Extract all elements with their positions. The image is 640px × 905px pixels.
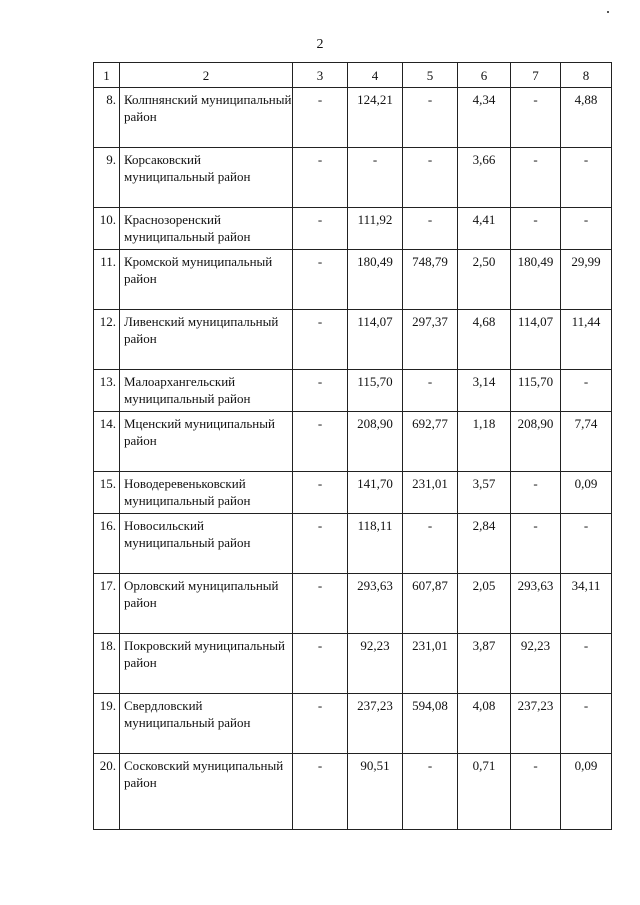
col4-value: 118,11 (348, 514, 403, 574)
row-number: 10. (94, 208, 120, 250)
col3-value: - (293, 88, 348, 148)
district-name: Ливенский муниципальный район (120, 310, 293, 370)
col8-value: 0,09 (561, 754, 612, 830)
col3-value: - (293, 370, 348, 412)
col8-value: 11,44 (561, 310, 612, 370)
col8-value: - (561, 694, 612, 754)
col6-value: 4,08 (458, 694, 511, 754)
row-number: 19. (94, 694, 120, 754)
row-number: 18. (94, 634, 120, 694)
col7-value: 92,23 (511, 634, 561, 694)
col4-value: 293,63 (348, 574, 403, 634)
col5-value: 231,01 (403, 634, 458, 694)
col4-value: 111,92 (348, 208, 403, 250)
district-name: Новосильский муниципальный район (120, 514, 293, 574)
district-name: Кромской муниципальный район (120, 250, 293, 310)
col8-value: 4,88 (561, 88, 612, 148)
col7-value: 115,70 (511, 370, 561, 412)
col8-value: 29,99 (561, 250, 612, 310)
col4-value: 141,70 (348, 472, 403, 514)
col7-value: 180,49 (511, 250, 561, 310)
table-row (94, 250, 612, 310)
column-header: 1 (94, 63, 120, 88)
col6-value: 2,05 (458, 574, 511, 634)
col6-value: 3,57 (458, 472, 511, 514)
col3-value: - (293, 472, 348, 514)
table-row (94, 634, 612, 694)
row-number: 11. (94, 250, 120, 310)
column-header: 8 (561, 63, 612, 88)
col3-value: - (293, 412, 348, 472)
col3-value: - (293, 208, 348, 250)
col5-value: 607,87 (403, 574, 458, 634)
col4-value: 180,49 (348, 250, 403, 310)
col5-value: 594,08 (403, 694, 458, 754)
col7-value: 114,07 (511, 310, 561, 370)
col4-value: 90,51 (348, 754, 403, 830)
col3-value: - (293, 514, 348, 574)
column-number-row (94, 63, 612, 88)
row-number: 12. (94, 310, 120, 370)
table-row (94, 310, 612, 370)
col8-value: - (561, 208, 612, 250)
column-header: 3 (293, 63, 348, 88)
row-number: 17. (94, 574, 120, 634)
row-number: 20. (94, 754, 120, 830)
col7-value: - (511, 208, 561, 250)
col8-value: - (561, 370, 612, 412)
col5-value: - (403, 88, 458, 148)
col6-value: 4,68 (458, 310, 511, 370)
scan-speck (607, 11, 609, 13)
page-number: 2 (316, 37, 324, 52)
row-number: 13. (94, 370, 120, 412)
col8-value: 7,74 (561, 412, 612, 472)
col8-value: 0,09 (561, 472, 612, 514)
district-name: Свердловский муниципальный район (120, 694, 293, 754)
col5-value: - (403, 370, 458, 412)
table-row (94, 754, 612, 830)
col8-value: 34,11 (561, 574, 612, 634)
col5-value: 297,37 (403, 310, 458, 370)
col4-value: 115,70 (348, 370, 403, 412)
col7-value: 293,63 (511, 574, 561, 634)
col6-value: 4,41 (458, 208, 511, 250)
col5-value: - (403, 208, 458, 250)
col4-value: 237,23 (348, 694, 403, 754)
col4-value: 92,23 (348, 634, 403, 694)
col6-value: 0,71 (458, 754, 511, 830)
table-row (94, 574, 612, 634)
row-number: 15. (94, 472, 120, 514)
col3-value: - (293, 694, 348, 754)
col6-value: 3,14 (458, 370, 511, 412)
col5-value: - (403, 148, 458, 208)
col5-value: 231,01 (403, 472, 458, 514)
column-header: 2 (120, 63, 293, 88)
col7-value: - (511, 148, 561, 208)
table-row (94, 208, 612, 250)
row-number: 14. (94, 412, 120, 472)
col4-value: 208,90 (348, 412, 403, 472)
table-row (94, 694, 612, 754)
table-row (94, 148, 612, 208)
column-header: 7 (511, 63, 561, 88)
col7-value: - (511, 472, 561, 514)
col7-value: 237,23 (511, 694, 561, 754)
district-name: Новодеревеньковский муниципальный район (120, 472, 293, 514)
col7-value: 208,90 (511, 412, 561, 472)
col4-value: 124,21 (348, 88, 403, 148)
col6-value: 2,50 (458, 250, 511, 310)
district-name: Мценский муниципальный район (120, 412, 293, 472)
district-name: Колпнянский муниципальный район (120, 88, 293, 148)
row-number: 9. (94, 148, 120, 208)
col5-value: - (403, 754, 458, 830)
table-body (94, 88, 612, 830)
col4-value: - (348, 148, 403, 208)
col6-value: 1,18 (458, 412, 511, 472)
col3-value: - (293, 310, 348, 370)
col6-value: 3,87 (458, 634, 511, 694)
table-row (94, 514, 612, 574)
column-header: 5 (403, 63, 458, 88)
table-row (94, 370, 612, 412)
district-name: Орловский муниципальный район (120, 574, 293, 634)
col7-value: - (511, 88, 561, 148)
row-number: 16. (94, 514, 120, 574)
col3-value: - (293, 754, 348, 830)
col6-value: 3,66 (458, 148, 511, 208)
table-row (94, 472, 612, 514)
col3-value: - (293, 634, 348, 694)
row-number: 8. (94, 88, 120, 148)
district-name: Покровский муниципальный район (120, 634, 293, 694)
col5-value: 692,77 (403, 412, 458, 472)
table-row (94, 88, 612, 148)
district-name: Корсаковский муниципальный район (120, 148, 293, 208)
col5-value: 748,79 (403, 250, 458, 310)
district-name: Сосковский муниципальный район (120, 754, 293, 830)
col5-value: - (403, 514, 458, 574)
col8-value: - (561, 634, 612, 694)
col8-value: - (561, 148, 612, 208)
district-data-table (93, 62, 612, 830)
col6-value: 4,34 (458, 88, 511, 148)
col3-value: - (293, 574, 348, 634)
col3-value: - (293, 148, 348, 208)
district-name: Малоархангельский муниципальный район (120, 370, 293, 412)
col4-value: 114,07 (348, 310, 403, 370)
col8-value: - (561, 514, 612, 574)
column-header: 6 (458, 63, 511, 88)
col7-value: - (511, 754, 561, 830)
col7-value: - (511, 514, 561, 574)
district-name: Краснозоренский муниципальный район (120, 208, 293, 250)
col3-value: - (293, 250, 348, 310)
col6-value: 2,84 (458, 514, 511, 574)
column-header: 4 (348, 63, 403, 88)
table-row (94, 412, 612, 472)
